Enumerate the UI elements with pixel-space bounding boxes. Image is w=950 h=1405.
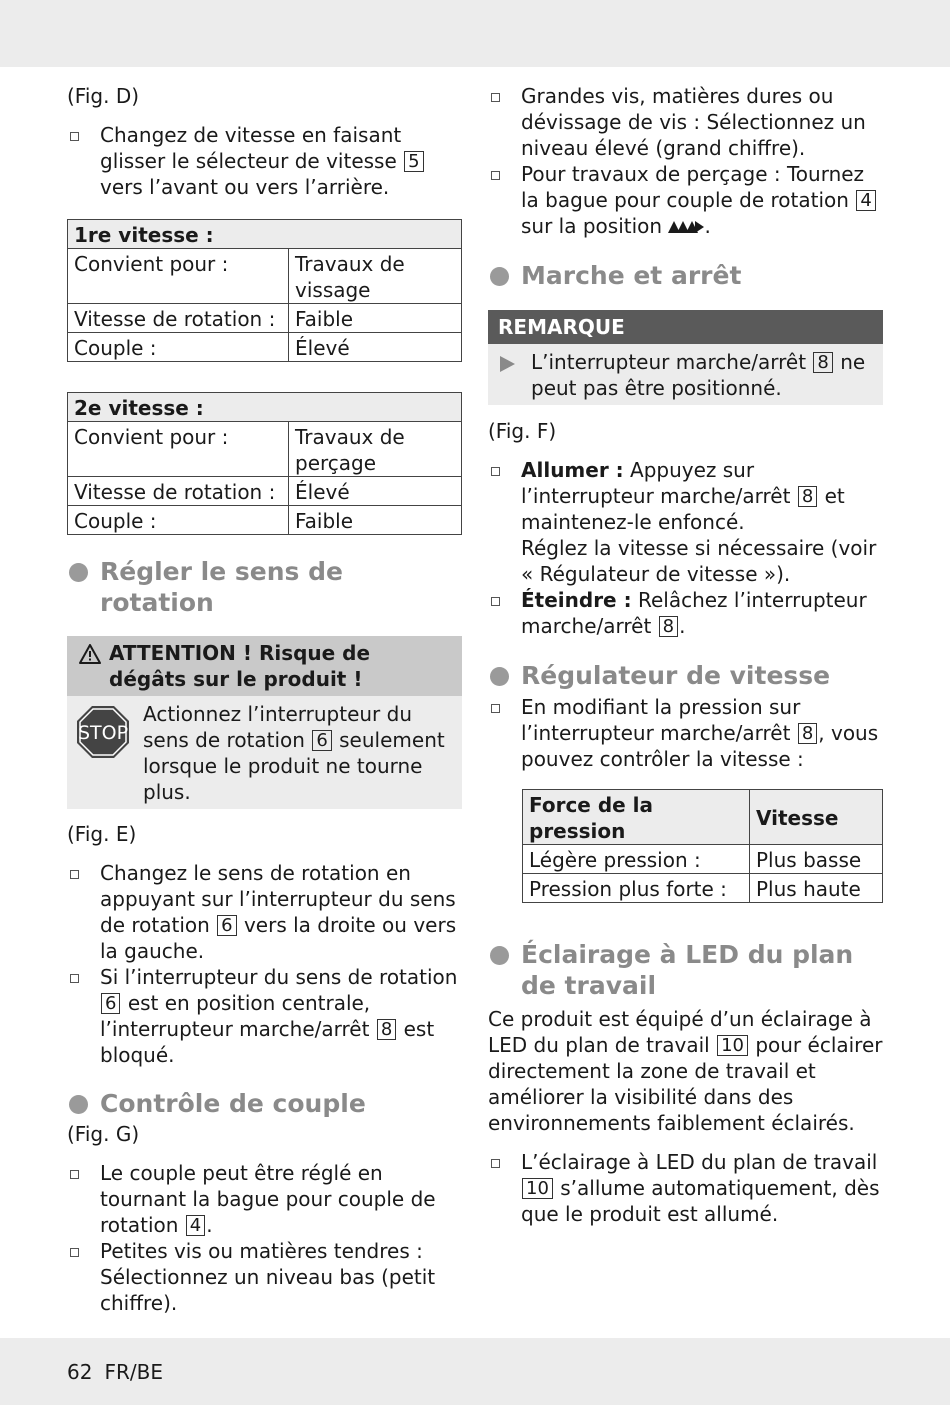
- drill-mode-icon: [668, 220, 704, 234]
- ref-number: 10: [717, 1035, 748, 1056]
- table-header-row: Force de la pression Vitesse: [523, 790, 883, 845]
- warning-box: [67, 636, 462, 809]
- list-item: Changez de vitesse en faisant glisser le sélecteur de vitesse 5 vers l’avant ou vers l’arrière.: [67, 122, 462, 200]
- ref-number: 6: [217, 915, 236, 936]
- ref-number: 8: [659, 616, 678, 637]
- list-item: Le couple peut être réglé en tournant la bague pour couple de rotation 4 .: [67, 1160, 462, 1238]
- table-row: Convient pour : Travaux de perçage: [68, 422, 462, 477]
- fig-g-label: (Fig. G): [67, 1122, 140, 1146]
- list-item: Pour travaux de perçage : Tournez la bague pour couple de rotation 4 sur la position .: [488, 161, 883, 239]
- rotation-list: [67, 860, 462, 1068]
- list-item: En modifiant la pression sur l’interrupteur marche/arrêt 8 , vous pouvez contrôler la vitesse :: [488, 694, 883, 772]
- led-paragraph: Ce produit est équipé d’un éclairage à LED du plan de travail 10 pour éclairer directement la zone de travail et améliorer la visibilité dans des environnements faiblement éclairés.: [488, 1007, 883, 1135]
- stop-sign-icon: [76, 705, 130, 759]
- ref-number: 10: [522, 1178, 553, 1199]
- ref-number: 8: [813, 352, 832, 373]
- ref-number: 8: [798, 723, 817, 744]
- table-row: Couple : Faible: [68, 506, 462, 535]
- note-body: L’interrupteur marche/arrêt 8 ne peut pas être positionné.: [488, 344, 883, 405]
- table-title: 1re vitesse :: [68, 220, 462, 249]
- ref-number: 8: [798, 486, 817, 507]
- section-heading-torque: Contrôle de couple: [67, 1088, 462, 1119]
- fig-d-label: (Fig. D): [67, 84, 140, 108]
- right-column: [488, 83, 883, 1227]
- left-column: [67, 83, 462, 1316]
- table-row: Vitesse de rotation : Élevé: [68, 477, 462, 506]
- section-heading-led: Éclairage à LED du plan de travail: [488, 939, 883, 1001]
- ref-number: 4: [856, 190, 875, 211]
- ref-number: 4: [186, 1215, 205, 1236]
- locale-label: FR/BE: [104, 1360, 163, 1384]
- ref-number: 8: [377, 1019, 396, 1040]
- pressure-table: [522, 789, 883, 903]
- section-heading-speed: Régulateur de vitesse: [488, 660, 883, 691]
- warning-header: ATTENTION ! Risque de dégâts sur le produit !: [67, 636, 462, 696]
- speed1-table: [67, 219, 462, 362]
- warning-triangle-icon: [79, 644, 101, 664]
- note-header: REMARQUE: [488, 310, 883, 344]
- table-row: Vitesse de rotation : Faible: [68, 304, 462, 333]
- led-list: [488, 1149, 883, 1227]
- section-heading-rotation: Régler le sens de rotation: [67, 556, 462, 618]
- list-item: Grandes vis, matières dures ou dévissage de vis : Sélectionnez un niveau élevé (grand chiffre).: [488, 83, 883, 161]
- arrow-right-icon: [500, 356, 515, 372]
- list-item: Petites vis ou matières tendres : Sélectionnez un niveau bas (petit chiffre).: [67, 1238, 462, 1316]
- table-row: Couple : Élevé: [68, 333, 462, 362]
- onoff-list: [488, 457, 883, 639]
- section-heading-onoff: Marche et arrêt: [488, 260, 883, 291]
- list-item: Changez le sens de rotation en appuyant sur l’interrupteur du sens de rotation 6 vers la droite ou vers la gauche.: [67, 860, 462, 964]
- list-item: L’éclairage à LED du plan de travail 10 s’allume automatiquement, dès que le produit est allumé.: [488, 1149, 883, 1227]
- table-row: Convient pour : Travaux de vissage: [68, 249, 462, 304]
- fig-e-label: (Fig. E): [67, 822, 137, 846]
- page-number: 62: [67, 1360, 93, 1384]
- warning-body: STOP Actionnez l’interrupteur du sens de rotation 6 seulement lorsque le produit ne tourne plus.: [77, 702, 445, 804]
- speed2-table: [67, 392, 462, 535]
- speed-reg-list: [488, 694, 883, 772]
- list-item: Allumer : Appuyez sur l’interrupteur marche/arrêt 8 et maintenez-le enfoncé. Réglez la vitesse si nécessaire (voir « Régulateur de vitesse »).: [488, 457, 883, 587]
- table-row: Légère pression : Plus basse: [523, 845, 883, 874]
- fig-f-label: (Fig. F): [488, 419, 557, 443]
- page-footer: [67, 1359, 175, 1385]
- torque-list-cont: [488, 83, 883, 239]
- table-row: Pression plus forte : Plus haute: [523, 874, 883, 903]
- top-band: [0, 0, 950, 67]
- table-title: 2e vitesse :: [68, 393, 462, 422]
- list-item: Si l’interrupteur du sens de rotation 6 est en position centrale, l’interrupteur marche/arrêt 8 est bloqué.: [67, 964, 462, 1068]
- stop-label: STOP: [77, 722, 129, 744]
- ref-number: 5: [404, 151, 423, 172]
- list-item: Éteindre : Relâchez l’interrupteur marche/arrêt 8 .: [488, 587, 883, 639]
- note-box: [488, 310, 883, 405]
- ref-number: 6: [101, 993, 120, 1014]
- torque-list: [67, 1160, 462, 1316]
- ref-number: 6: [312, 730, 331, 751]
- speed-list: [67, 122, 462, 200]
